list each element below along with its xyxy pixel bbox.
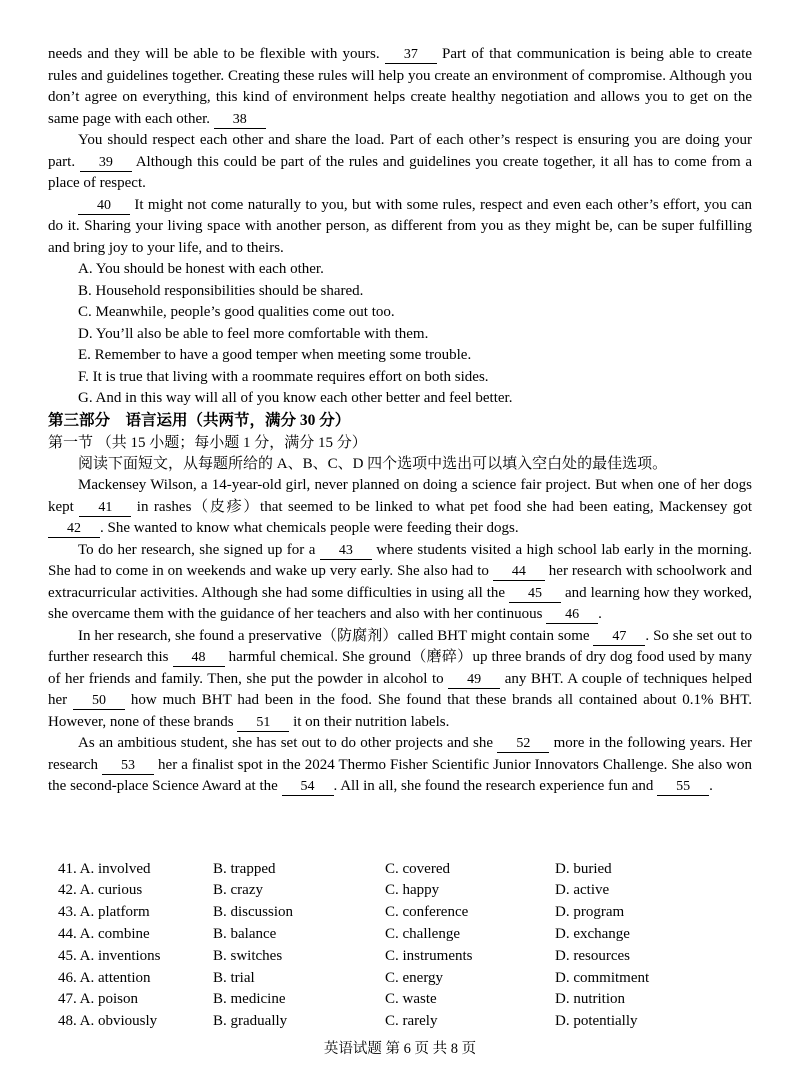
mc-option-48-d: D. potentially xyxy=(555,1013,638,1030)
mc-option-47-a: 47. A. poison xyxy=(58,991,139,1008)
blank-37: 37 xyxy=(385,47,437,64)
paragraph-text: where students visited a high school lab early in the morning. She had to come in on weekends and wake up very early. She also had to xyxy=(48,541,752,579)
blank-48: 48 xyxy=(173,650,225,667)
paragraph-text: As an ambitious student, she has set out to do other projects and she xyxy=(78,735,498,751)
mc-option-44-b: B. balance xyxy=(213,926,277,943)
answer-option-c: C. Meanwhile, people’s good qualities come out too. xyxy=(78,304,395,320)
mc-option-41-a: 41. A. involved xyxy=(58,860,151,877)
paragraph-text: . She wanted to know what chemicals people were feeding their dogs. xyxy=(100,520,519,536)
section-heading: 第三部分 语言运用（共两节，满分 30 分） xyxy=(48,411,351,429)
mc-option-42-c: C. happy xyxy=(385,882,440,899)
mc-row-45 xyxy=(58,946,752,968)
paragraph-text: needs and they will be able to be flexible with yours. xyxy=(48,46,385,62)
paragraph-text: in rashes（皮疹）that seemed to be linked to what pet food she had been eating, Mackensey got xyxy=(131,498,752,515)
blank-46: 46 xyxy=(546,607,598,624)
paragraph-text: . xyxy=(709,778,713,794)
blank-51: 51 xyxy=(237,715,289,732)
mc-option-48-b: B. gradually xyxy=(213,1013,288,1030)
blank-53: 53 xyxy=(102,758,154,775)
blank-50: 50 xyxy=(73,693,125,710)
mc-option-48-a: 48. A. obviously xyxy=(58,1013,158,1030)
mc-option-42-b: B. crazy xyxy=(213,882,263,899)
mc-option-47-b: B. medicine xyxy=(213,991,286,1008)
mc-option-46-d: D. commitment xyxy=(555,969,650,986)
blank-44: 44 xyxy=(493,564,545,581)
answer-option-f: F. It is true that living with a roommate requires effort on both sides. xyxy=(78,368,489,385)
page-footer: 英语试题 第 6 页 共 8 页 xyxy=(323,1041,477,1057)
blank-52: 52 xyxy=(497,736,549,753)
mc-row-47 xyxy=(58,989,752,1011)
mc-option-45-b: B. switches xyxy=(213,947,283,964)
paragraph-text: Part of that communication is being able to create rules and guidelines together. Creating these rules will help you create an environment of compromise. Although you don’t agree on everything, this kind of environment helps create healthy negotiation and allows you to get on the same page with each other. xyxy=(48,46,752,127)
mc-option-46-b: B. trial xyxy=(213,969,255,986)
paragraph-text: her a finalist spot in the 2024 Thermo Fisher Scientific Junior Innovators Challenge. She also won the second-place Science Award at the xyxy=(48,756,752,794)
paragraph-text: Mackensey Wilson, a 14-year-old girl, never planned on doing a science fair project. But when one of her dogs kept xyxy=(48,477,752,515)
paragraph-text: more in the following years. Her research xyxy=(48,735,752,773)
blank-42: 42 xyxy=(48,521,100,538)
paragraph-text: . xyxy=(598,606,602,622)
paragraph xyxy=(48,540,752,626)
answer-option-a: A. You should be honest with each other. xyxy=(78,261,324,277)
paragraph xyxy=(48,44,752,130)
paragraph-text: how much BHT had been in the food. She found that these brands all contained about 0.1% BHT. However, none of these brands xyxy=(48,692,753,730)
mc-option-43-a: 43. A. platform xyxy=(58,904,150,921)
mc-row-43 xyxy=(58,902,752,924)
paragraph xyxy=(48,454,752,476)
answer-option-e: E. Remember to have a good temper when meeting some trouble. xyxy=(78,347,472,363)
paragraph-text: . All in all, she found the research experience fun and xyxy=(333,778,658,794)
paragraph-text: 阅读下面短文，从每题所给的 A、B、C、D 四个选项中选出可以填入空白处的最佳选项。 xyxy=(78,455,668,472)
blank-47: 47 xyxy=(593,629,645,646)
paragraph xyxy=(48,195,752,260)
paragraph xyxy=(48,475,752,540)
mc-option-44-a: 44. A. combine xyxy=(58,926,150,943)
answer-option-g: G. And in this way will all of you know each other better and feel better. xyxy=(78,390,513,406)
mc-option-45-c: C. instruments xyxy=(385,947,473,964)
blank-38: 38 xyxy=(214,112,266,129)
section-subheading: 第一节 （共 15 小题；每小题 1 分，满分 15 分） xyxy=(48,434,367,451)
mc-row-41 xyxy=(58,859,752,881)
paragraph-text: . So she set out to further research this xyxy=(48,627,752,665)
mc-row-48 xyxy=(58,1011,752,1033)
blank-49: 49 xyxy=(448,672,500,689)
paragraph xyxy=(48,130,752,195)
paragraph-text: It might not come naturally to you, but with some rules, respect and even each other’s effort, you can do it. Sharing your living space with another person, as different from you as they might be, can be super fulfilling and bring joy to your life, and to theirs. xyxy=(48,196,752,256)
mc-option-45-a: 45. A. inventions xyxy=(58,947,161,964)
mc-row-42 xyxy=(58,880,752,902)
mc-row-44 xyxy=(58,924,752,946)
blank-43: 43 xyxy=(320,543,372,560)
mc-option-47-d: D. nutrition xyxy=(555,991,625,1008)
mc-option-42-a: 42. A. curious xyxy=(58,882,143,899)
paragraph xyxy=(48,733,752,798)
mc-option-44-c: C. challenge xyxy=(385,926,460,943)
paragraph-text: and learning how they worked, she overcame them with the guidance of her teachers and also with her continuous xyxy=(48,584,752,622)
paragraph-text: In her research, she found a preservative（防腐剂）called BHT might contain some xyxy=(78,627,594,644)
paragraph-text: any BHT. A couple of techniques helped her xyxy=(48,670,753,708)
mc-option-42-d: D. active xyxy=(555,882,610,899)
answer-option-b: B. Household responsibilities should be shared. xyxy=(78,282,364,299)
blank-41: 41 xyxy=(79,500,131,517)
paragraph-text: You should respect each other and share the load. Part of each other’s respect is ensuring you are doing your part. xyxy=(48,132,752,170)
paragraph-text: her research with schoolwork and extracurricular activities. Although she had some difficulties in using all the xyxy=(48,563,752,601)
blank-55: 55 xyxy=(657,779,709,796)
blank-45: 45 xyxy=(509,586,561,603)
mc-option-47-c: C. waste xyxy=(385,991,437,1008)
mc-option-41-c: C. covered xyxy=(385,860,450,877)
multiple-choice-table xyxy=(48,859,752,1033)
blank-39: 39 xyxy=(80,155,132,172)
mc-option-45-d: D. resources xyxy=(555,947,630,964)
answer-option-d: D. You’ll also be able to feel more comfortable with them. xyxy=(78,325,429,342)
blank-40: 40 xyxy=(78,198,130,215)
blank-54: 54 xyxy=(282,779,334,796)
paragraph-text: harmful chemical. She ground（磨碎）up three brands of dry dog food used by many of her friends and family. Then, she put the powder in alcohol to xyxy=(48,649,752,687)
mc-option-46-c: C. energy xyxy=(385,969,444,986)
mc-row-46 xyxy=(58,968,752,990)
mc-option-48-c: C. rarely xyxy=(385,1013,438,1030)
mc-option-41-d: D. buried xyxy=(555,860,612,877)
paragraph xyxy=(48,626,752,734)
mc-option-43-d: D. program xyxy=(555,904,625,921)
paragraph-text: it on their nutrition labels. xyxy=(289,713,450,730)
document-body xyxy=(48,44,752,858)
paragraph-text: Although this could be part of the rules and guidelines you create together, it all has to come from a place of respect. xyxy=(48,153,752,191)
mc-option-43-c: C. conference xyxy=(385,904,469,921)
paragraph-text: To do her research, she signed up for a xyxy=(78,541,320,558)
mc-option-43-b: B. discussion xyxy=(213,904,294,921)
mc-option-41-b: B. trapped xyxy=(213,860,276,877)
mc-option-44-d: D. exchange xyxy=(555,926,630,943)
mc-option-46-a: 46. A. attention xyxy=(58,969,151,986)
